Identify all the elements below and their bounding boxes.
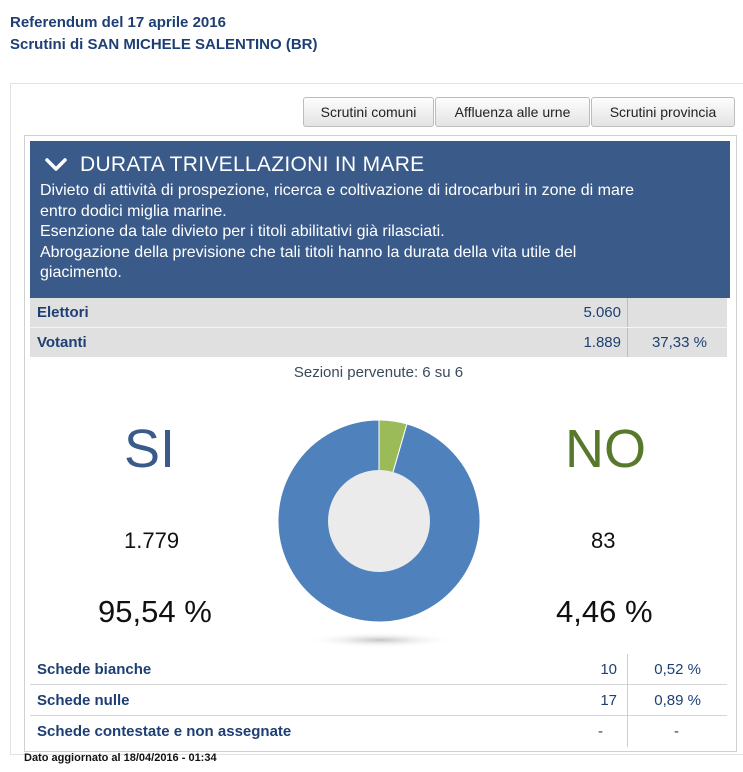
schede-label: Schede bianche	[37, 661, 152, 678]
quesito-banner[interactable]	[30, 141, 730, 298]
column-divider	[627, 328, 628, 357]
no-count: 83	[591, 528, 616, 553]
chart-shadow	[304, 632, 456, 648]
column-divider	[627, 716, 628, 747]
schede-row	[30, 654, 727, 685]
schede-value: -	[598, 723, 603, 740]
votanti-value: 1.889	[583, 334, 621, 351]
scrutini-provincia-button[interactable]: Scrutini provincia	[591, 97, 735, 127]
last-updated: Dato aggiornato al 18/04/2016 - 01:34	[24, 752, 217, 764]
schede-value: 17	[600, 692, 617, 709]
sezioni-pervenute: Sezioni pervenute: 6 su 6	[293, 364, 464, 381]
column-divider	[627, 685, 628, 716]
votanti-label: Votanti	[37, 334, 87, 351]
schede-label: Schede nulle	[37, 692, 130, 709]
elettori-row	[30, 298, 727, 327]
no-label: NO	[565, 419, 646, 479]
quesito-line: giacimento.	[40, 264, 122, 281]
chart-hole	[328, 470, 430, 572]
schede-label: Schede contestate e non assegnate	[37, 723, 292, 740]
schede-value: 10	[600, 661, 617, 678]
page-header	[10, 12, 318, 56]
page-title: Referendum del 17 aprile 2016	[10, 14, 226, 31]
schede-row	[30, 716, 727, 747]
votanti-pct: 37,33 %	[651, 334, 707, 351]
elettori-label: Elettori	[37, 304, 89, 321]
quesito-line: Divieto di attività di prospezione, ricerca e coltivazione di idrocarburi in zone di mare	[40, 182, 635, 199]
elettori-value: 5.060	[583, 304, 621, 321]
votanti-row	[30, 328, 727, 357]
quesito-line: Abrogazione della previsione che tali titoli hanno la durata della vita utile del	[40, 243, 577, 261]
scrutini-comuni-button[interactable]: Scrutini comuni	[303, 97, 434, 127]
schede-row	[30, 685, 727, 716]
results-donut-chart	[270, 412, 488, 652]
chevron-down-icon[interactable]	[45, 158, 67, 172]
quesito-line: entro dodici miglia marine.	[40, 202, 227, 220]
schede-pct: -	[674, 723, 679, 740]
si-count: 1.779	[124, 528, 180, 553]
si-pct: 95,54 %	[98, 594, 212, 629]
quesito-description	[40, 181, 720, 284]
schede-pct: 0,52 %	[654, 661, 701, 678]
page-subtitle: Scrutini di SAN MICHELE SALENTINO (BR)	[10, 36, 318, 53]
quesito-title: DURATA TRIVELLAZIONI IN MARE	[80, 153, 425, 176]
quesito-line: Esenzione da tale divieto per i titoli abilitativi già rilasciati.	[40, 223, 445, 240]
column-divider	[627, 654, 628, 685]
no-pct: 4,46 %	[556, 594, 653, 629]
affluenza-button[interactable]: Affluenza alle urne	[435, 97, 590, 127]
si-label: SI	[124, 419, 176, 479]
schede-pct: 0,89 %	[654, 692, 701, 709]
column-divider	[627, 298, 628, 327]
